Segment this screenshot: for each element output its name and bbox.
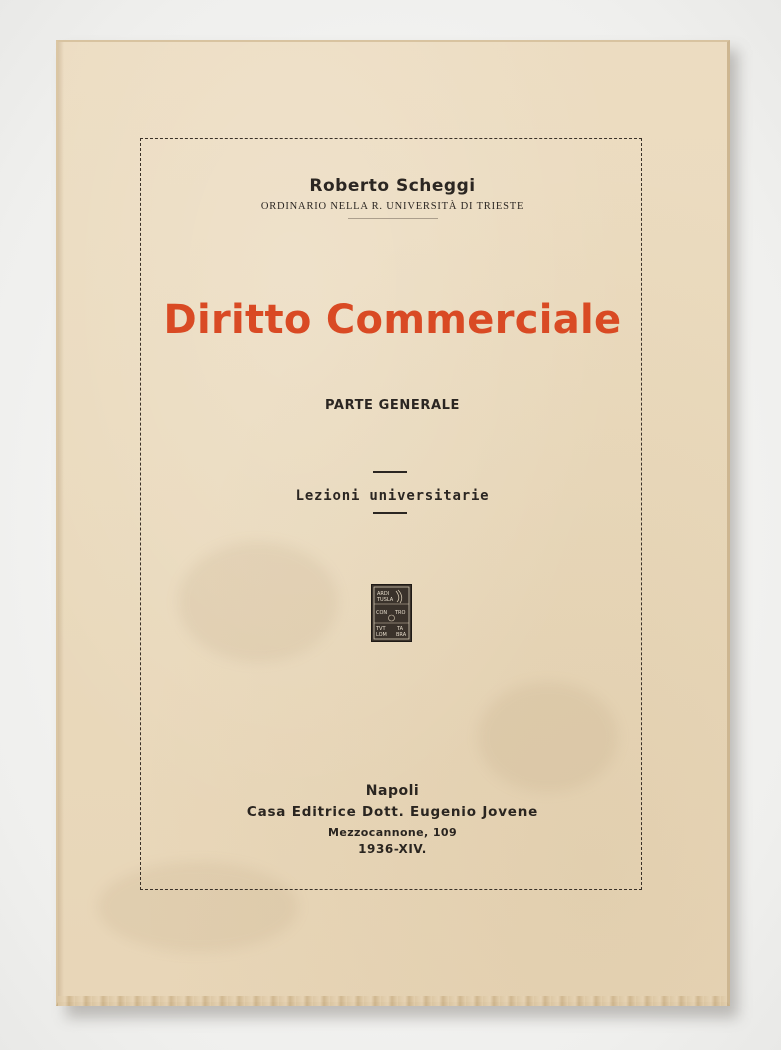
publication-city: Napoli xyxy=(365,783,420,799)
emblem-text: LOM xyxy=(376,632,387,638)
worn-bottom-edge xyxy=(58,996,727,1006)
emblem-text: TRO xyxy=(395,610,406,616)
divider-top xyxy=(373,471,407,473)
publication-year: 1936-XIV. xyxy=(358,842,427,856)
publisher-name: Casa Editrice Dott. Eugenio Jovene xyxy=(246,804,539,820)
emblem-text: CON xyxy=(376,610,388,616)
dashed-border-frame xyxy=(140,138,642,890)
emblem-text: TVT xyxy=(376,626,386,632)
divider-bottom xyxy=(373,512,407,514)
emblem-text: BRA xyxy=(396,632,407,638)
emblem-text: TA xyxy=(397,626,404,632)
affiliation-underline xyxy=(348,218,438,219)
emblem-text: TUSLA xyxy=(377,597,394,603)
book-subtitle: PARTE GENERALE xyxy=(324,398,461,413)
emblem-artwork xyxy=(372,585,411,641)
book-cover xyxy=(56,40,730,1006)
author-name: Roberto Scheggi xyxy=(309,176,476,196)
emblem-text: ARDI xyxy=(377,591,390,597)
series-note: Lezioni universitarie xyxy=(295,488,490,504)
author-affiliation: ORDINARIO NELLA R. UNIVERSITÀ DI TRIESTE xyxy=(260,201,525,212)
publisher-address: Mezzocannone, 109 xyxy=(328,826,457,839)
publisher-emblem-icon xyxy=(371,584,412,642)
book-title: Diritto Commerciale xyxy=(163,297,622,343)
